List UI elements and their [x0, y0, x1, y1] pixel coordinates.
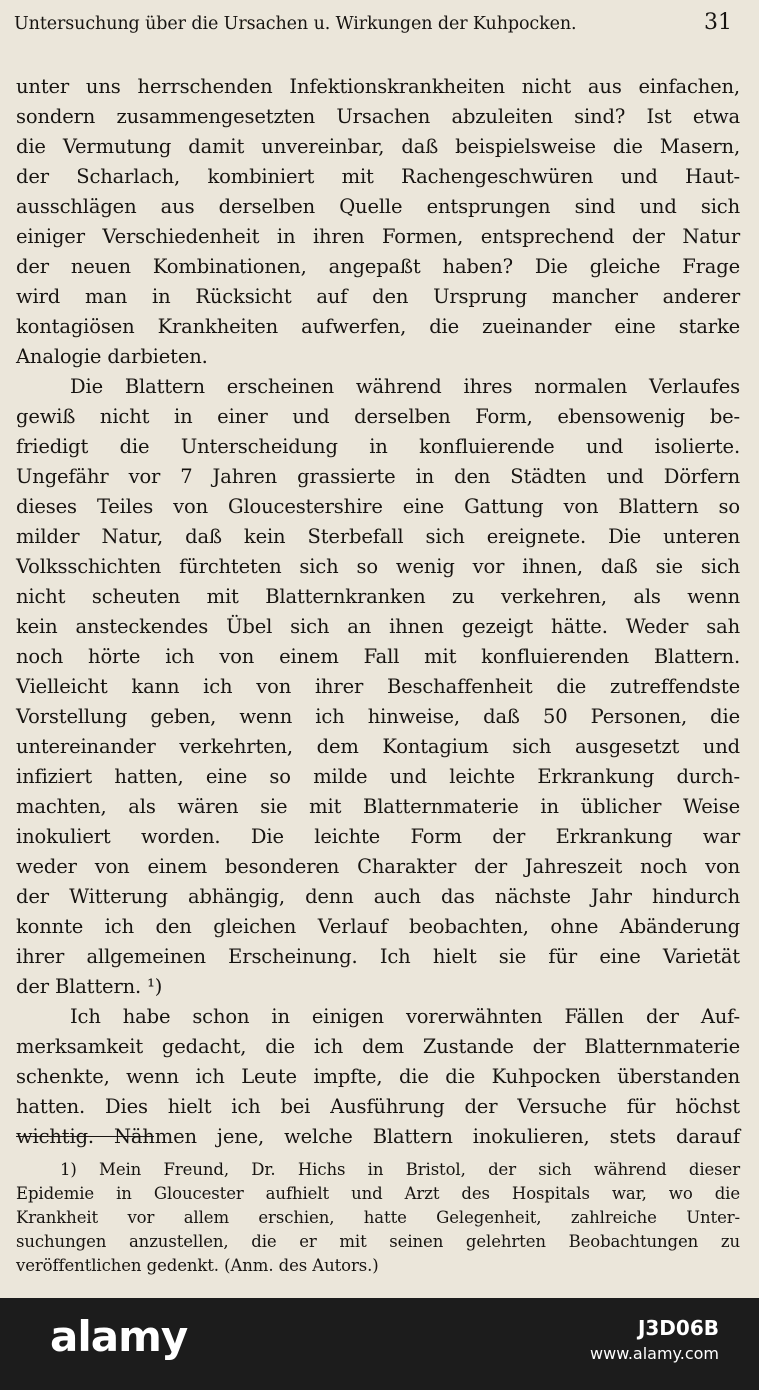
text-line: unter uns herrschenden Infektionskrankheiten nicht aus einfachen,: [16, 75, 740, 98]
text-line: ihrer allgemeinen Erscheinung. Ich hielt sie für eine Varietät: [16, 945, 740, 968]
image-id: J3D06B: [637, 1316, 719, 1340]
text-line: wird man in Rücksicht auf den Ursprung mancher anderer: [16, 285, 740, 308]
text-line: weder von einem besonderen Charakter der Jahreszeit noch von: [16, 855, 740, 878]
text-line: inokuliert worden. Die leichte Form der Erkrankung war: [16, 825, 740, 848]
text-line: dieses Teiles von Gloucestershire eine Gattung von Blattern so: [16, 495, 740, 518]
text-line: sondern zusammengesetzten Ursachen abzuleiten sind? Ist etwa: [16, 105, 740, 128]
text-line: nicht scheuten mit Blatternkranken zu verkehren, als wenn: [16, 585, 740, 608]
text-line: schenkte, wenn ich Leute impfte, die die Kuhpocken überstanden: [16, 1065, 740, 1088]
text-line: Vielleicht kann ich von ihrer Beschaffenheit die zutreffendste: [16, 675, 740, 698]
text-line: der Witterung abhängig, denn auch das nächste Jahr hindurch: [16, 885, 740, 908]
text-line: hatten. Dies hielt ich bei Ausführung der Versuche für höchst: [16, 1095, 740, 1118]
stock-watermark-bar: [0, 1298, 759, 1390]
body-text: [16, 72, 740, 1152]
running-header: [14, 6, 744, 46]
stock-meta: [590, 1314, 719, 1366]
page-number: 31: [704, 10, 732, 35]
text-line: Vorstellung geben, wenn ich hinweise, daß 50 Personen, die: [16, 705, 740, 728]
footnote-divider: [16, 1136, 154, 1137]
text-line: der Blattern. ¹): [16, 975, 163, 998]
footnote-line: 1) Mein Freund, Dr. Hichs in Bristol, der sich während dieser: [60, 1160, 740, 1179]
stock-logo: alamy: [50, 1312, 188, 1361]
text-line: machten, als wären sie mit Blatternmaterie in üblicher Weise: [16, 795, 740, 818]
footnote-line: Epidemie in Gloucester aufhielt und Arzt des Hospitals war, wo die: [16, 1184, 740, 1203]
text-line: Analogie darbieten.: [16, 345, 208, 368]
stock-site-url: www.alamy.com: [590, 1344, 719, 1363]
text-line: Ich habe schon in einigen vorerwähnten Fällen der Auf-: [70, 1005, 740, 1028]
text-line: gewiß nicht in einer und derselben Form, ebensowenig be-: [16, 405, 740, 428]
text-line: ausschlägen aus derselben Quelle entsprungen sind und sich: [16, 195, 740, 218]
text-line: friedigt die Unterscheidung in konfluierende und isolierte.: [16, 435, 740, 458]
text-line: kontagiösen Krankheiten aufwerfen, die zueinander eine starke: [16, 315, 740, 338]
text-line: Ungefähr vor 7 Jahren grassierte in den Städten und Dörfern: [16, 465, 740, 488]
text-line: konnte ich den gleichen Verlauf beobachten, ohne Abänderung: [16, 915, 740, 938]
text-line: kein ansteckendes Übel sich an ihnen gezeigt hätte. Weder sah: [16, 615, 740, 638]
text-line: infiziert hatten, eine so milde und leichte Erkrankung durch-: [16, 765, 740, 788]
text-line: der neuen Kombinationen, angepaßt haben? Die gleiche Frage: [16, 255, 740, 278]
text-line: die Vermutung damit unvereinbar, daß beispielsweise die Masern,: [16, 135, 740, 158]
text-line: untereinander verkehrten, dem Kontagium sich ausgesetzt und: [16, 735, 740, 758]
text-line: noch hörte ich von einem Fall mit konfluierenden Blattern.: [16, 645, 740, 668]
text-line: einiger Verschiedenheit in ihren Formen, entsprechend der Natur: [16, 225, 740, 248]
footnote-line: Krankheit vor allem erschien, hatte Gelegenheit, zahlreiche Unter-: [16, 1208, 740, 1227]
text-line: der Scharlach, kombiniert mit Rachengeschwüren und Haut-: [16, 165, 740, 188]
text-line: wichtig. Nähmen jene, welche Blattern inokulieren, stets darauf: [16, 1125, 740, 1148]
footnote-line: suchungen anzustellen, die er mit seinen gelehrten Beobachtungen zu: [16, 1232, 740, 1251]
running-title: Untersuchung über die Ursachen u. Wirkungen der Kuhpocken.: [14, 14, 577, 34]
text-line: merksamkeit gedacht, die ich dem Zustande der Blatternmaterie: [16, 1035, 740, 1058]
footnote: [16, 1158, 740, 1278]
text-line: Volksschichten fürchteten sich so wenig vor ihnen, daß sie sich: [16, 555, 740, 578]
footnote-line: veröffentlichen gedenkt. (Anm. des Autors.): [16, 1256, 379, 1275]
text-line: milder Natur, daß kein Sterbefall sich ereignete. Die unteren: [16, 525, 740, 548]
text-line: Die Blattern erscheinen während ihres normalen Verlaufes: [70, 375, 740, 398]
